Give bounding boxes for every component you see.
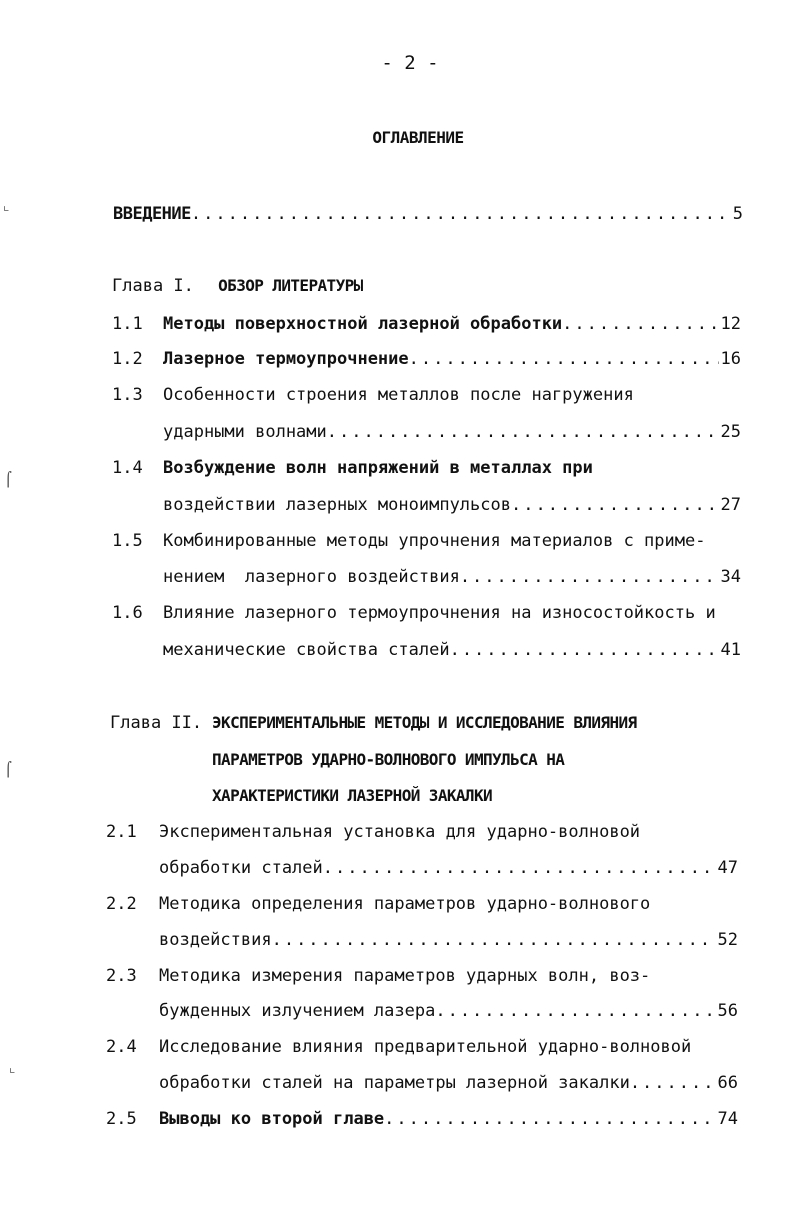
toc-entry[interactable] bbox=[159, 997, 738, 1025]
section-page: 56 bbox=[717, 1001, 738, 1021]
chapter-2-title-line: ЭКСПЕРИМЕНТАЛЬНЫЕ МЕТОДЫ И ИССЛЕДОВАНИЕ ВЛИЯНИЯ bbox=[212, 713, 637, 732]
toc-entry[interactable] bbox=[163, 636, 741, 664]
leader-dots bbox=[562, 310, 718, 338]
section-number: 1.4 bbox=[112, 458, 143, 478]
section-number: 2.1 bbox=[106, 822, 137, 842]
section-title: ударными волнами bbox=[163, 422, 327, 442]
leader-dots bbox=[384, 1105, 715, 1133]
section-title: механические свойства сталей bbox=[163, 640, 450, 660]
section-page: 66 bbox=[717, 1073, 738, 1093]
chapter-1-heading bbox=[112, 272, 363, 300]
leader-dots bbox=[630, 1069, 716, 1097]
section-title: нением лазерного воздействия bbox=[163, 567, 460, 587]
section-title-line: Комбинированные методы упрочнения материалов с приме- bbox=[163, 531, 706, 551]
section-title: обработки сталей на параметры лазерной закалки bbox=[159, 1073, 630, 1093]
leader-dots bbox=[435, 997, 715, 1025]
section-title-line: Методика определения параметров ударно-волнового bbox=[159, 894, 651, 914]
leader-dots bbox=[191, 200, 731, 228]
section-title-line: Экспериментальная установка для ударно-волновой bbox=[159, 822, 641, 842]
section-title-line: Возбуждение волн напряжений в металлах при bbox=[163, 458, 593, 478]
leader-dots bbox=[450, 636, 719, 664]
section-title: обработки сталей bbox=[159, 858, 323, 878]
chapter-1-title: ОБЗОР ЛИТЕРАТУРЫ bbox=[218, 276, 363, 295]
leader-dots bbox=[327, 418, 719, 446]
leader-dots bbox=[323, 854, 716, 882]
section-number: 2.3 bbox=[106, 966, 137, 986]
section-title: Лазерное термоупрочнение bbox=[163, 349, 409, 369]
leader-dots bbox=[272, 926, 716, 954]
section-page: 25 bbox=[720, 422, 741, 442]
section-number: 2.5 bbox=[106, 1109, 137, 1129]
leader-dots bbox=[409, 345, 719, 373]
toc-entry[interactable] bbox=[163, 310, 741, 338]
page-number: - 2 - bbox=[381, 52, 439, 74]
section-title: воздействия bbox=[159, 930, 272, 950]
section-title-line: Исследование влияния предварительной ударно-волновой bbox=[159, 1037, 692, 1057]
toc-entry-intro[interactable] bbox=[113, 200, 743, 228]
section-page: 74 bbox=[717, 1109, 738, 1129]
section-page: 16 bbox=[720, 349, 741, 369]
intro-title: ВВЕДЕНИЕ bbox=[113, 204, 191, 224]
toc-entry[interactable] bbox=[159, 854, 738, 882]
chapter-2-title-line: ПАРАМЕТРОВ УДАРНО-ВОЛНОВОГО ИМПУЛЬСА НА bbox=[212, 750, 565, 769]
scan-mark: ⌞ bbox=[2, 198, 11, 214]
toc-entry[interactable] bbox=[163, 418, 741, 446]
toc-entry[interactable] bbox=[163, 345, 741, 373]
toc-entry[interactable] bbox=[163, 491, 741, 519]
section-number: 1.1 bbox=[112, 314, 143, 334]
section-number: 1.3 bbox=[112, 385, 143, 405]
toc-entry[interactable] bbox=[159, 1105, 738, 1133]
scan-mark: ⌠ bbox=[4, 762, 13, 778]
leader-dots bbox=[511, 491, 719, 519]
section-page: 27 bbox=[720, 495, 741, 515]
chapter-2-title-line: ХАРАКТЕРИСТИКИ ЛАЗЕРНОЙ ЗАКАЛКИ bbox=[212, 786, 493, 805]
section-page: 12 bbox=[720, 314, 741, 334]
section-title-line: Особенности строения металлов после нагружения bbox=[163, 385, 634, 405]
section-title: Выводы ко второй главе bbox=[159, 1109, 385, 1129]
section-number: 2.4 bbox=[106, 1037, 137, 1057]
section-page: 34 bbox=[720, 567, 741, 587]
section-page: 52 bbox=[717, 930, 738, 950]
section-number: 2.2 bbox=[106, 894, 137, 914]
section-title-line: Влияние лазерного термоупрочнения на износостойкость и bbox=[163, 603, 716, 623]
section-title: Методы поверхностной лазерной обработки bbox=[163, 314, 563, 334]
section-title-line: Методика измерения параметров ударных волн, воз- bbox=[159, 966, 651, 986]
section-number: 1.2 bbox=[112, 349, 143, 369]
toc-entry[interactable] bbox=[159, 926, 738, 954]
section-page: 41 bbox=[720, 640, 741, 660]
section-number: 1.5 bbox=[112, 531, 143, 551]
section-page: 47 bbox=[717, 858, 738, 878]
scan-mark: ⌞ bbox=[8, 1060, 17, 1076]
intro-page: 5 bbox=[732, 204, 743, 224]
chapter-1-label: Глава I. bbox=[112, 276, 194, 296]
chapter-2-label: Глава II. bbox=[110, 713, 203, 733]
leader-dots bbox=[460, 563, 719, 591]
scan-mark: ⌠ bbox=[4, 472, 13, 488]
section-title: бужденных излучением лазера bbox=[159, 1001, 436, 1021]
toc-entry[interactable] bbox=[159, 1069, 738, 1097]
section-number: 1.6 bbox=[112, 603, 143, 623]
section-title: воздействии лазерных моноимпульсов bbox=[163, 495, 511, 515]
toc-entry[interactable] bbox=[163, 563, 741, 591]
toc-heading: ОГЛАВЛЕНИЕ bbox=[372, 128, 464, 147]
